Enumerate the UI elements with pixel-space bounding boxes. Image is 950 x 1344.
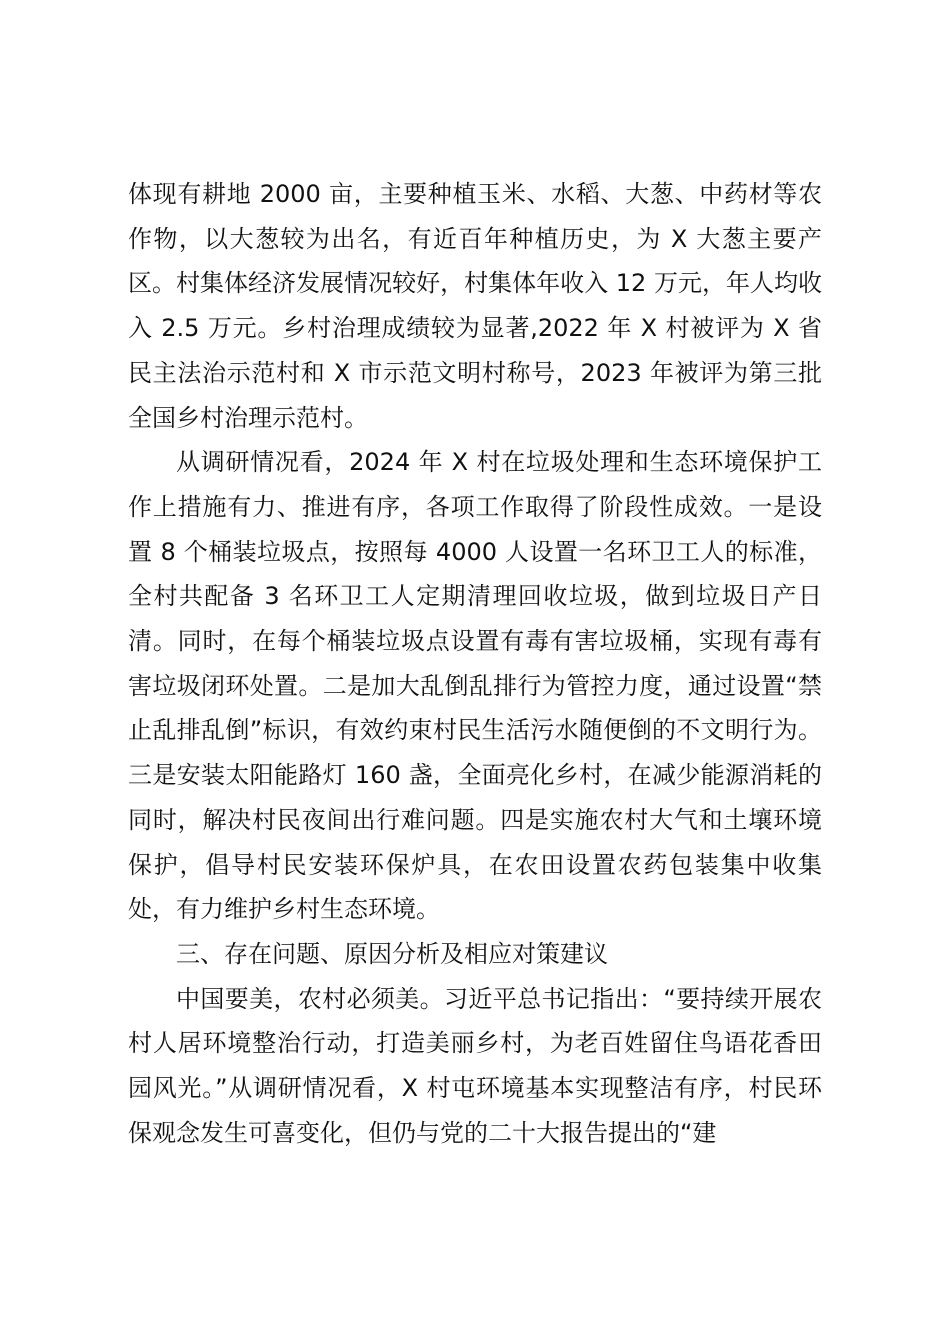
section-heading-problems: 三、存在问题、原因分析及相应对策建议 [176, 939, 608, 968]
paragraph-research-findings: 从调研情况看，2024 年 X 村在垃圾处理和生态环境保护工作上措施有力、推进有序，各项工作取得了阶段性成效。一是设置 8 个桶装垃圾点，按照每 4000 人设置一名环卫工人的标准，全村共配备 3 名环卫工人定期清理回收垃圾，做到垃圾日产日清。同时，在每个桶装垃圾点设置有毒有害垃圾桶，实现有毒有害垃圾闭环处置。二是加大乱倒乱排行为管控力度，通过设置“禁止乱排乱倒”标识，有效约束村民生活污水随便倒的不文明行为。三是安装太阳能路灯 160 盏，全面亮化乡村，在减少能源消耗的同时，解决村民夜间出行难问题。四是实施农村大气和土壤环境保护，倡导村民安装环保炉具，在农田设置农药包装集中收集处，有力维护乡村生态环境。 [128, 448, 822, 924]
paragraph-beautiful-countryside: 中国要美，农村必须美。习近平总书记指出：“要持续开展农村人居环境整治行动，打造美丽乡村，为老百姓留住鸟语花香田园风光。”从调研情况看，X 村屯环境基本实现整洁有序，村民环保观念发生可喜变化，但仍与党的二十大报告提出的“建 [128, 984, 822, 1147]
document-body [128, 172, 822, 1155]
paragraph-village-overview: 体现有耕地 2000 亩，主要种植玉米、水稻、大葱、中药材等农作物，以大葱较为出名，有近百年种植历史，为 X 大葱主要产区。村集体经济发展情况较好，村集体年收入 12 万元，年人均收入 2.5 万元。乡村治理成绩较为显著,2022 年 X 村被评为 X 省民主法治示范村和 X 市示范文明村称号，2023 年被评为第三批全国乡村治理示范村。 [128, 180, 822, 432]
